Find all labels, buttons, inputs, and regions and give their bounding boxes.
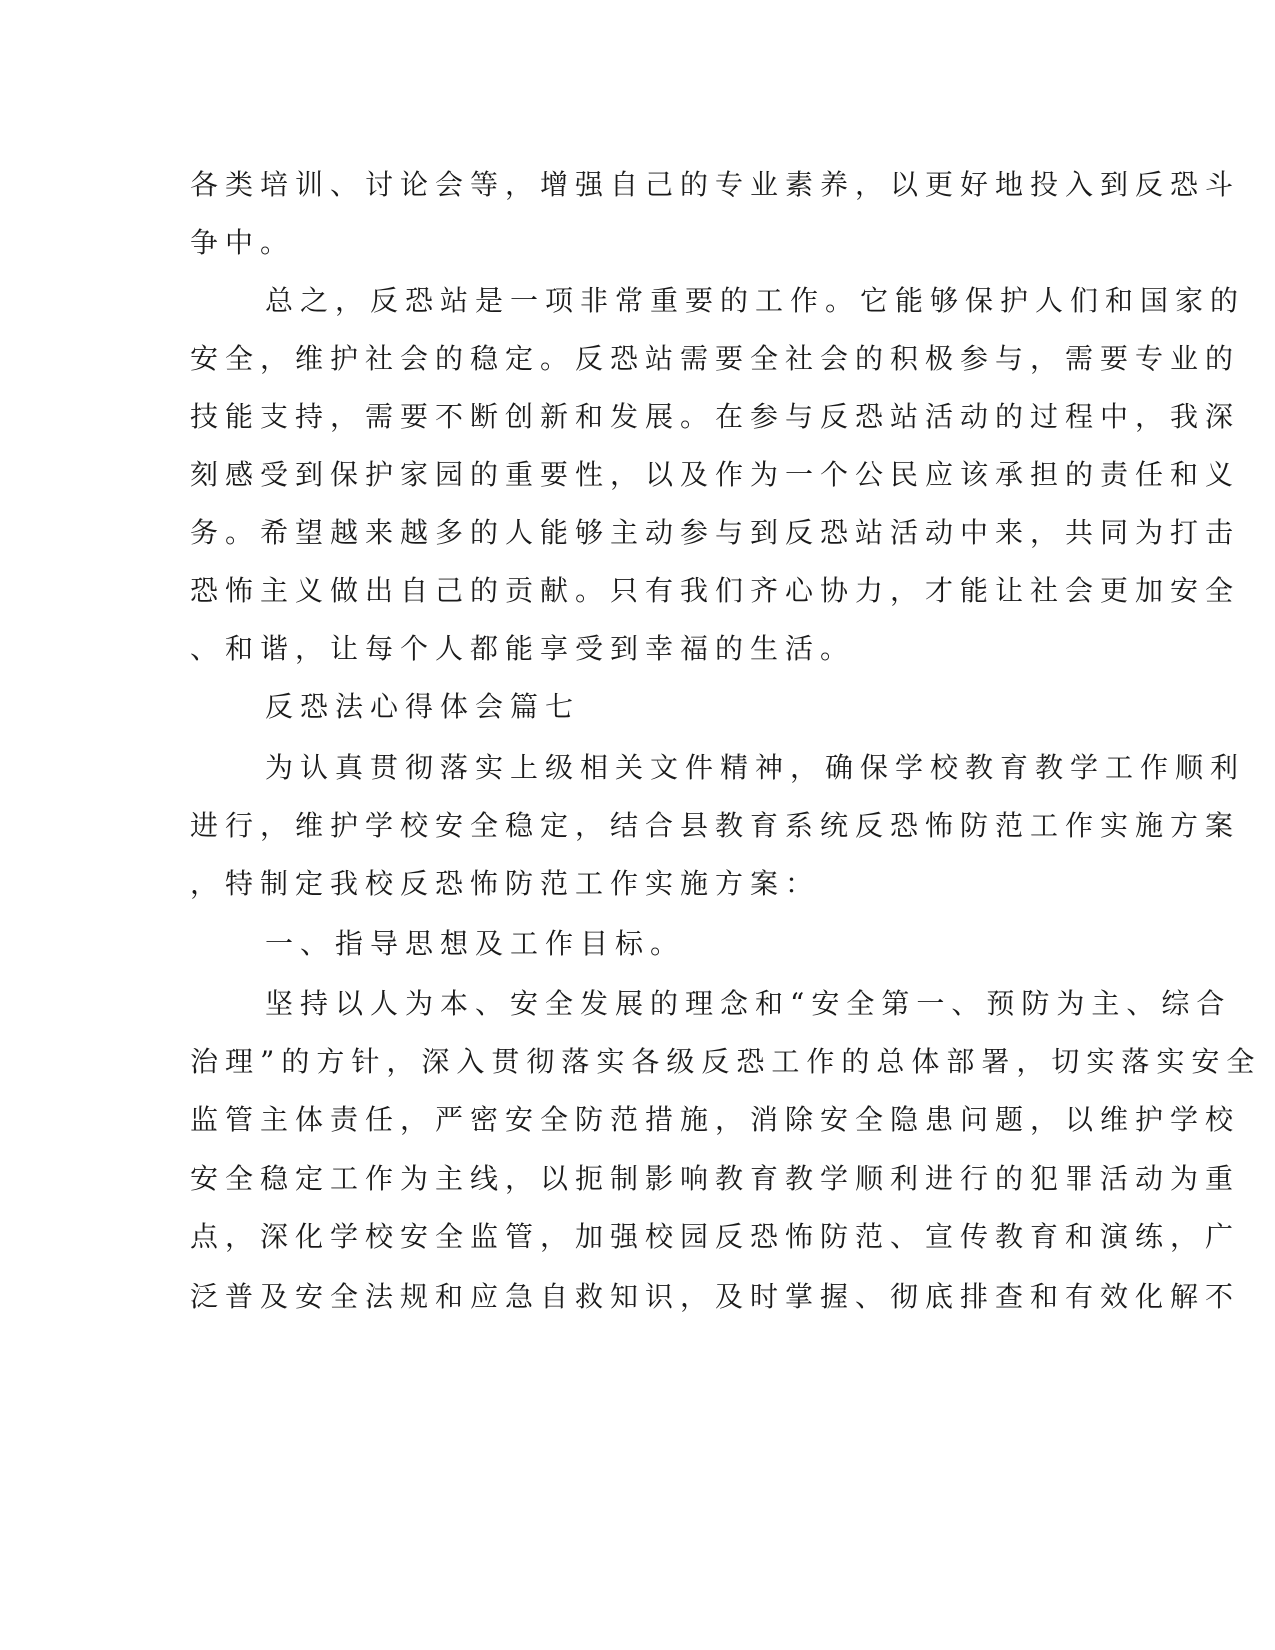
text-line: 进行，维护学校安全稳定，结合县教育系统反恐怖防范工作实施方案 [190, 809, 1241, 842]
text-line: 、和谐，让每个人都能享受到幸福的生活。 [190, 632, 856, 665]
text-line: 争中。 [190, 226, 296, 259]
text-line: 安全，维护社会的稳定。反恐站需要全社会的积极参与，需要专业的 [190, 342, 1241, 375]
text-line: 泛普及安全法规和应急自救知识，及时掌握、彻底排查和有效化解不 [190, 1280, 1241, 1313]
paragraph-first-line: 总之，反恐站是一项非常重要的工作。它能够保护人们和国家的 [265, 284, 1246, 317]
subsection-heading: 一、指导思想及工作目标。 [265, 927, 686, 960]
text-line: 技能支持，需要不断创新和发展。在参与反恐站活动的过程中，我深 [190, 400, 1241, 433]
text-line: 点，深化学校安全监管，加强校园反恐怖防范、宣传教育和演练，广 [190, 1220, 1241, 1253]
text-line: ，特制定我校反恐怖防范工作实施方案： [190, 867, 821, 900]
text-line: 恐怖主义做出自己的贡献。只有我们齐心协力，才能让社会更加安全 [190, 574, 1241, 607]
text-line: 刻感受到保护家园的重要性，以及作为一个公民应该承担的责任和义 [190, 458, 1241, 491]
text-line: 务。希望越来越多的人能够主动参与到反恐站活动中来，共同为打击 [190, 516, 1241, 549]
text-line: 监管主体责任，严密安全防范措施，消除安全隐患问题，以维护学校 [190, 1103, 1241, 1136]
paragraph-first-line: 为认真贯彻落实上级相关文件精神，确保学校教育教学工作顺利 [265, 751, 1246, 784]
text-line: 治理”的方针，深入贯彻落实各级反恐工作的总体部署，切实落实安全 [190, 1045, 1262, 1078]
text-line: 各类培训、讨论会等，增强自己的专业素养，以更好地投入到反恐斗 [190, 168, 1241, 201]
text-line: 安全稳定工作为主线，以扼制影响教育教学顺利进行的犯罪活动为重 [190, 1162, 1241, 1195]
paragraph-first-line: 坚持以人为本、安全发展的理念和“安全第一、预防为主、综合 [265, 987, 1232, 1020]
section-heading: 反恐法心得体会篇七 [265, 690, 581, 723]
